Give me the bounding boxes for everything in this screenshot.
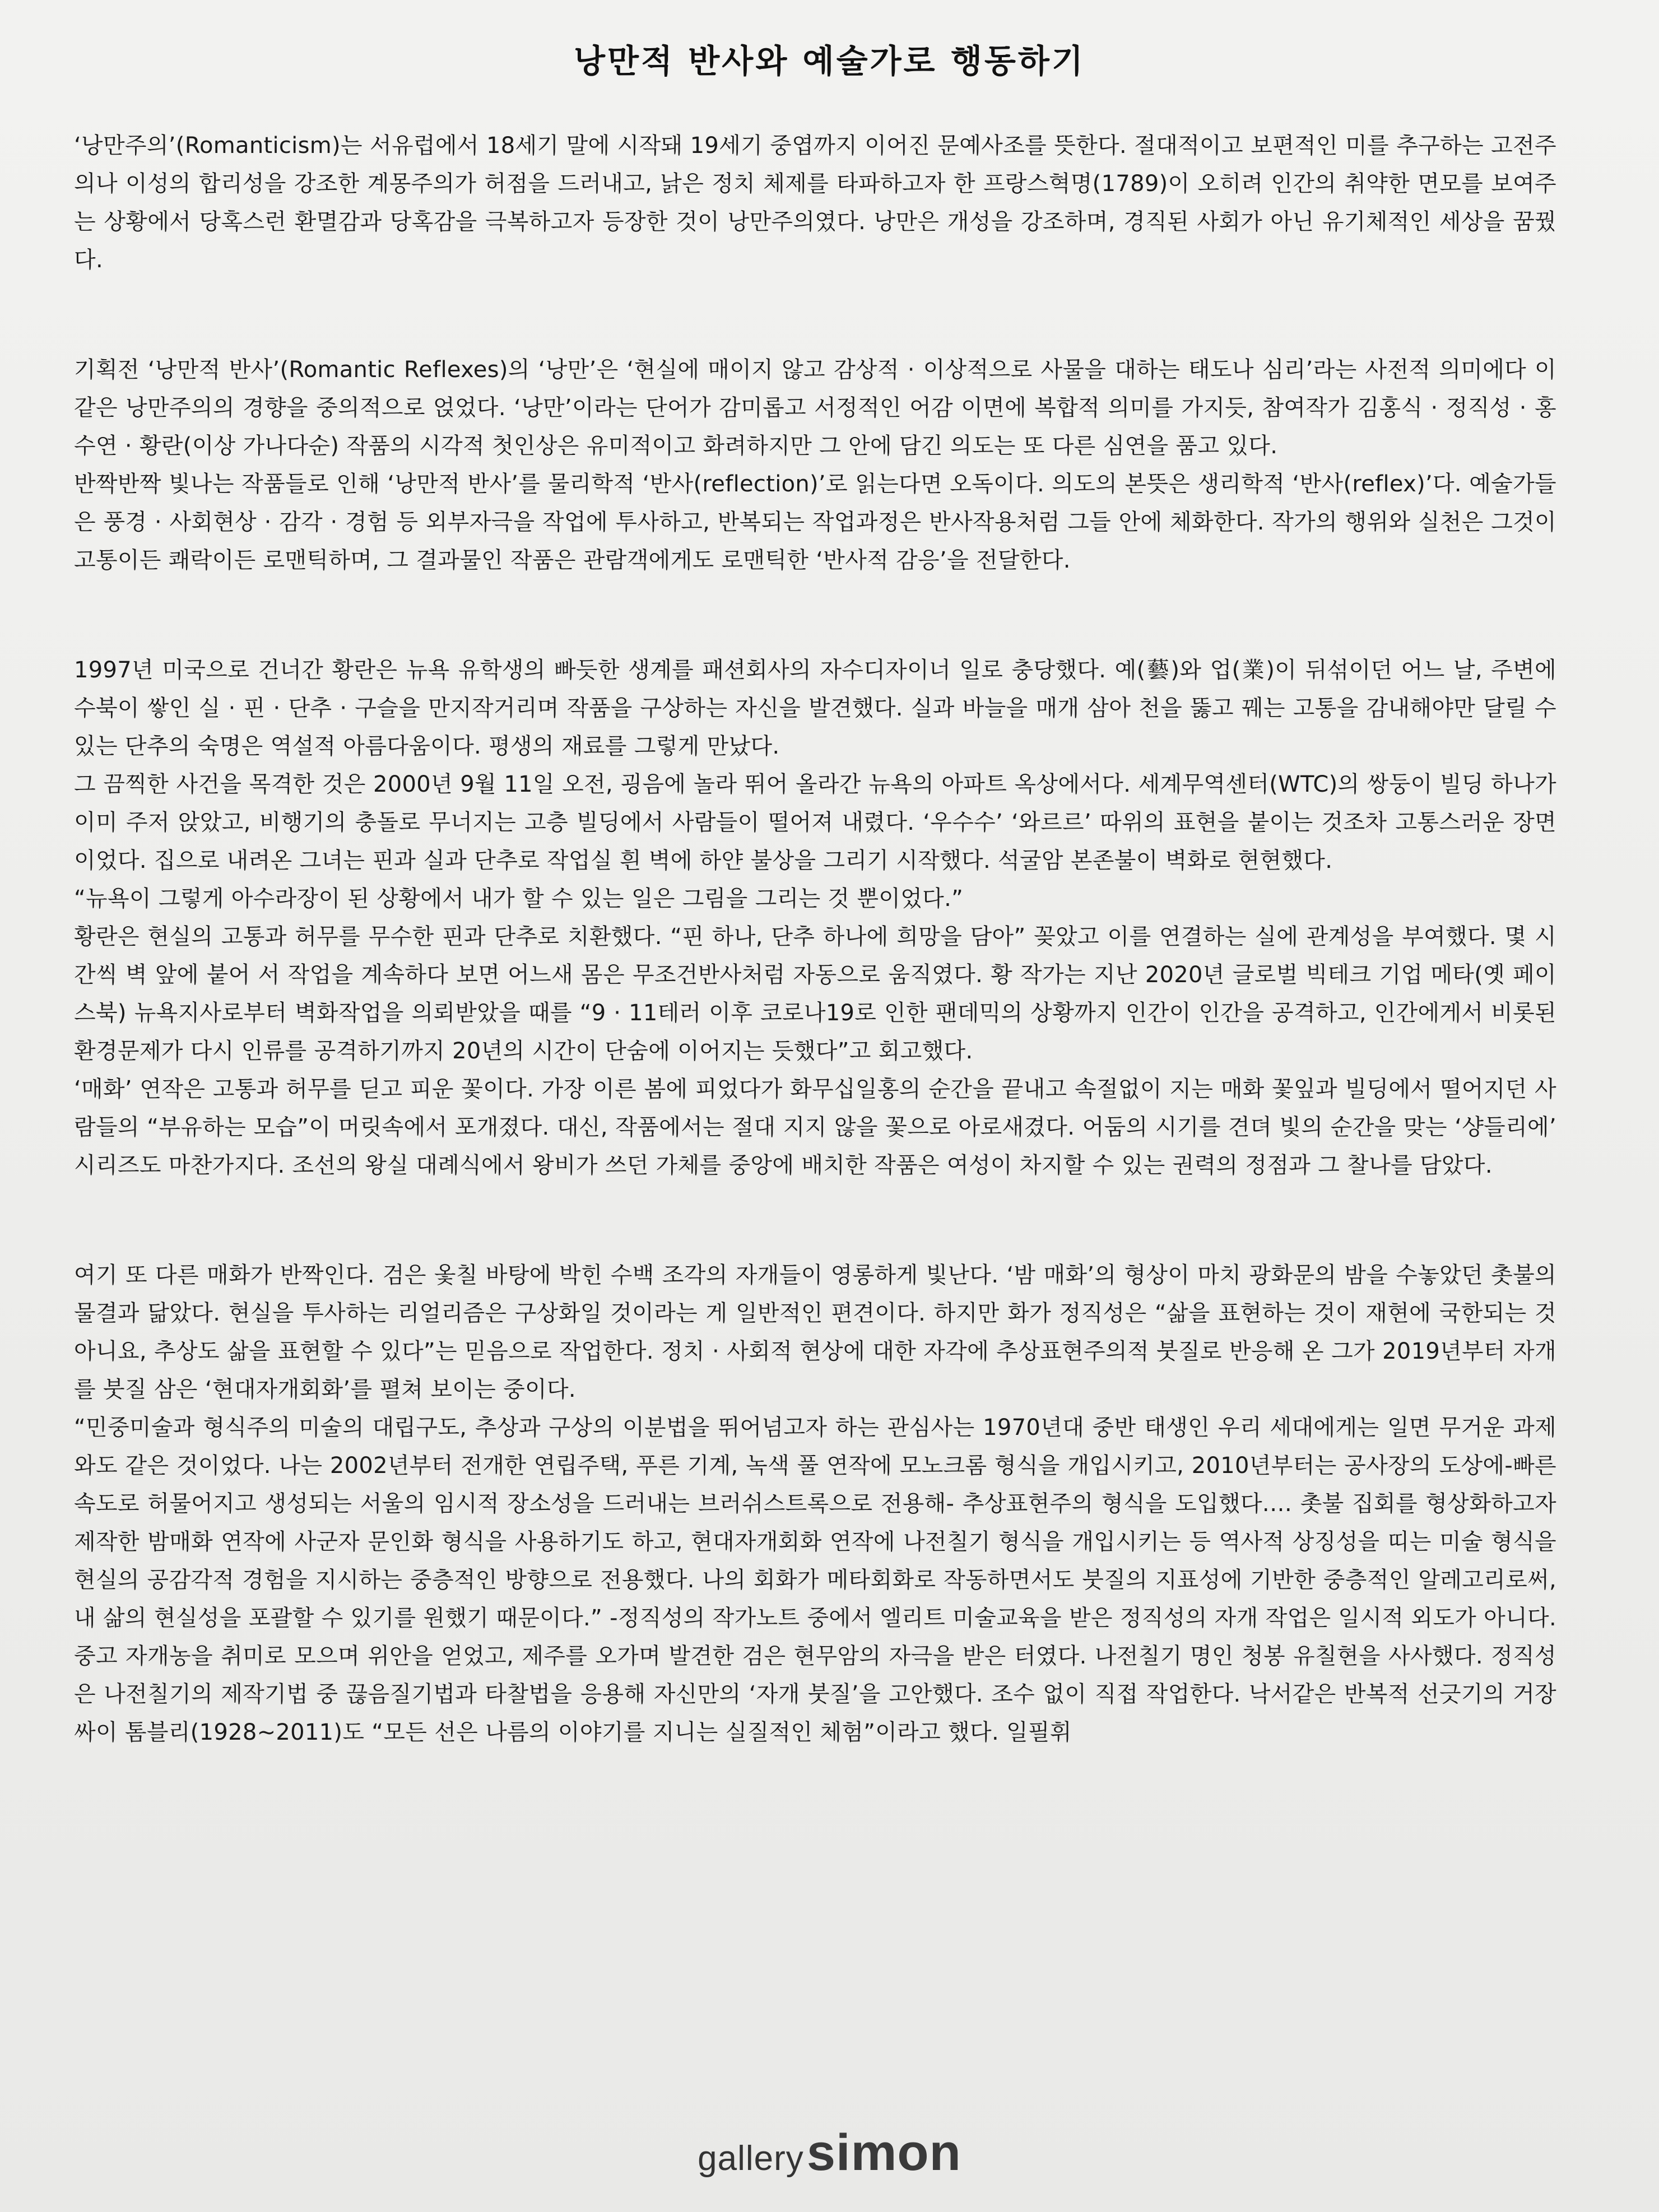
- paragraph-hwang-ran-intro: 1997년 미국으로 건너간 황란은 뉴욕 유학생의 빠듯한 생계를 패션회사의 자수디자이너 일로 충당했다. 예(藝)와 업(業)이 뒤섞이던 어느 날, 주변에 수북이 쌓인 실 · 핀 · 단추 · 구슬을 만지작거리며 작품을 구상하는 자신을 발견했다. 실과 바늘을 매개 삼아 천을 뚫고 꿰는 고통을 감내해야만 달릴 수 있는 단추의 숙명은 역설적 아름다움이다. 평생의 재료를 그렇게 만났다.: [74, 657, 1556, 759]
- gallery-logo: [0, 2123, 1659, 2182]
- paragraph-maehwa: ‘매화’ 연작은 고통과 허무를 딛고 피운 꽃이다. 가장 이른 봄에 피었다가 화무십일홍의 순간을 끝내고 속절없이 지는 매화 꽃잎과 빌딩에서 떨어지던 사람들의 “부유하는 모습”이 머릿속에서 포개졌다. 대신, 작품에서는 절대 지지 않을 꽃으로 아로새겼다. 어둠의 시기를 견뎌 빛의 순간을 맞는 ‘샹들리에’ 시리즈도 마찬가지다. 조선의 왕실 대례식에서 왕비가 쓰던 가체를 중앙에 배치한 작품은 여성이 차지할 수 있는 권력의 정점과 그 찰나를 담았다.: [74, 1076, 1556, 1178]
- logo-gallery-text: gallery: [698, 2139, 804, 2178]
- paragraph-quote: “뉴욕이 그렇게 아수라장이 된 상황에서 내가 할 수 있는 일은 그림을 그리는 것 뿐이었다.”: [74, 886, 964, 912]
- paragraph-artist-note: “민중미술과 형식주의 미술의 대립구도, 추상과 구상의 이분법을 뛰어넘고자 하는 관심사는 1970년대 중반 태생인 우리 세대에게는 일면 무거운 과제와도 같은 것이었다. 나는 2002년부터 전개한 연립주택, 푸른 기계, 녹색 풀 연작에 모노크롬 형식을 개입시키고, 2010년부터는 공사장의 도상에-빠른 속도로 허물어지고 생성되는 서울의 임시적 장소성을 드러내는 브러쉬스트록으로 전용해- 추상표현주의 형식을 도입했다.… 촛불 집회를 형상화하고자 제작한 밤매화 연작에 사군자 문인화 형식을 사용하기도 하고, 현대자개회화 연작에 나전칠기 형식을 개입시키는 등 역사적 상징성을 띠는 미술 형식을 현실의 공감각적 경험을 지시하는 중층적인 방향으로 전용했다. 나의 회화가 메타회화로 작동하면서도 붓질의 지표성에 기반한 중층적인 알레고리로써, 내 삶의 현실성을 포괄할 수 있기를 원했기 때문이다.” -정직성의 작가노트 중에서 엘리트 미술교육을 받은 정직성의 자개 작업은 일시적 외도가 아니다. 중고 자개농을 취미로 모으며 위안을 얻었고, 제주를 오가며 발견한 검은 현무암의 자극을 받은 터였다. 나전칠기 명인 청봉 유칠현을 사사했다. 정직성은 나전칠기의 제작기법 중 끊음질기법과 타찰법을 응용해 자신만의 ‘자개 붓질’을 고안했다. 조수 없이 직접 작업한다. 낙서같은 반복적 선긋기의 거장 싸이 톰블리(1928~2011)도 “모든 선은 나름의 이야기를 지니는 실질적인 체험”이라고 했다. 일필휘: [74, 1415, 1556, 1745]
- paragraph-night-maehwa: 여기 또 다른 매화가 반짝인다. 검은 옻칠 바탕에 박힌 수백 조각의 자개들이 영롱하게 빛난다. ‘밤 매화’의 형상이 마치 광화문의 밤을 수놓았던 촛불의 물결과 닮았다. 현실을 투사하는 리얼리즘은 구상화일 것이라는 게 일반적인 편견이다. 하지만 화가 정직성은 “삶을 표현하는 것이 재현에 국한되는 것 아니요, 추상도 삶을 표현할 수 있다”는 믿음으로 작업한다. 정치 · 사회적 현상에 대한 자각에 추상표현주의적 붓질로 반응해 온 그가 2019년부터 자개를 붓질 삼은 ‘현대자개회화’를 펼쳐 보이는 중이다.: [74, 1262, 1556, 1402]
- paragraph-reflex: 반짝반짝 빛나는 작품들로 인해 ‘낭만적 반사’를 물리학적 ‘반사(reflection)’로 읽는다면 오독이다. 의도의 본뜻은 생리학적 ‘반사(reflex)’다. 예술가들은 풍경 · 사회현상 · 감각 · 경험 등 외부자극을 작업에 투사하고, 반복되는 작업과정은 반사작용처럼 그들 안에 체화한다. 작가의 행위와 실천은 그것이 고통이든 쾌락이든 로맨틱하며, 그 결과물인 작품은 관람객에게도 로맨틱한 ‘반사적 감응’을 전달한다.: [74, 471, 1556, 573]
- article-body: [74, 127, 1556, 1751]
- paragraph-exhibition: 기획전 ‘낭만적 반사’(Romantic Reflexes)의 ‘낭만’은 ‘현실에 매이지 않고 감상적 · 이상적으로 사물을 대하는 태도나 심리’라는 사전적 의미에다 이 같은 낭만주의의 경향을 중의적으로 얹었다. ‘낭만’이라는 단어가 감미롭고 서정적인 어감 이면에 복합적 의미를 가지듯, 참여작가 김홍식 · 정직성 · 홍수연 · 황란(이상 가나다순) 작품의 시각적 첫인상은 유미적이고 화려하지만 그 안에 담긴 의도는 또 다른 심연을 품고 있다.: [74, 357, 1556, 459]
- paragraph-romanticism: ‘낭만주의’(Romanticism)는 서유럽에서 18세기 말에 시작돼 19세기 중엽까지 이어진 문예사조를 뜻한다. 절대적이고 보편적인 미를 추구하는 고전주의나 이성의 합리성을 강조한 계몽주의가 허점을 드러내고, 낡은 정치 체제를 타파하고자 한 프랑스혁명(1789)이 오히려 인간의 취약한 면모를 보여주는 상황에서 당혹스런 환멸감과 당혹감을 극복하고자 등장한 것이 낭만주의였다. 낭만은 개성을 강조하며, 경직된 사회가 아닌 유기체적인 세상을 꿈꿨다.: [74, 133, 1556, 273]
- page-title: 낭만적 반사와 예술가로 행동하기: [574, 42, 1085, 80]
- logo-simon-text: simon: [806, 2124, 961, 2181]
- paragraph-911: 그 끔찍한 사건을 목격한 것은 2000년 9월 11일 오전, 굉음에 놀라 뛰어 올라간 뉴욕의 아파트 옥상에서다. 세계무역센터(WTC)의 쌍둥이 빌딩 하나가 이미 주저 앉았고, 비행기의 충돌로 무너지는 고층 빌딩에서 사람들이 떨어져 내렸다. ‘우수수’ ‘와르르’ 따위의 표현을 붙이는 것조차 고통스러운 장면이었다. 집으로 내려온 그녀는 핀과 실과 단추로 작업실 흰 벽에 하얀 불상을 그리기 시작했다. 석굴암 본존불이 벽화로 현현했다.: [74, 772, 1556, 873]
- paragraph-pins-buttons: 황란은 현실의 고통과 허무를 무수한 핀과 단추로 치환했다. “핀 하나, 단추 하나에 희망을 담아” 꽂았고 이를 연결하는 실에 관계성을 부여했다. 몇 시간씩 벽 앞에 붙어 서 작업을 계속하다 보면 어느새 몸은 무조건반사처럼 자동으로 움직였다. 황 작가는 지난 2020년 글로벌 빅테크 기업 메타(옛 페이스북) 뉴욕지사로부터 벽화작업을 의뢰받았을 때를 “9 · 11테러 이후 코로나19로 인한 팬데믹의 상황까지 인간이 인간을 공격하고, 인간에게서 비롯된 환경문제가 다시 인류를 공격하기까지 20년의 시간이 단숨에 이어지는 듯했다”고 회고했다.: [74, 924, 1556, 1064]
